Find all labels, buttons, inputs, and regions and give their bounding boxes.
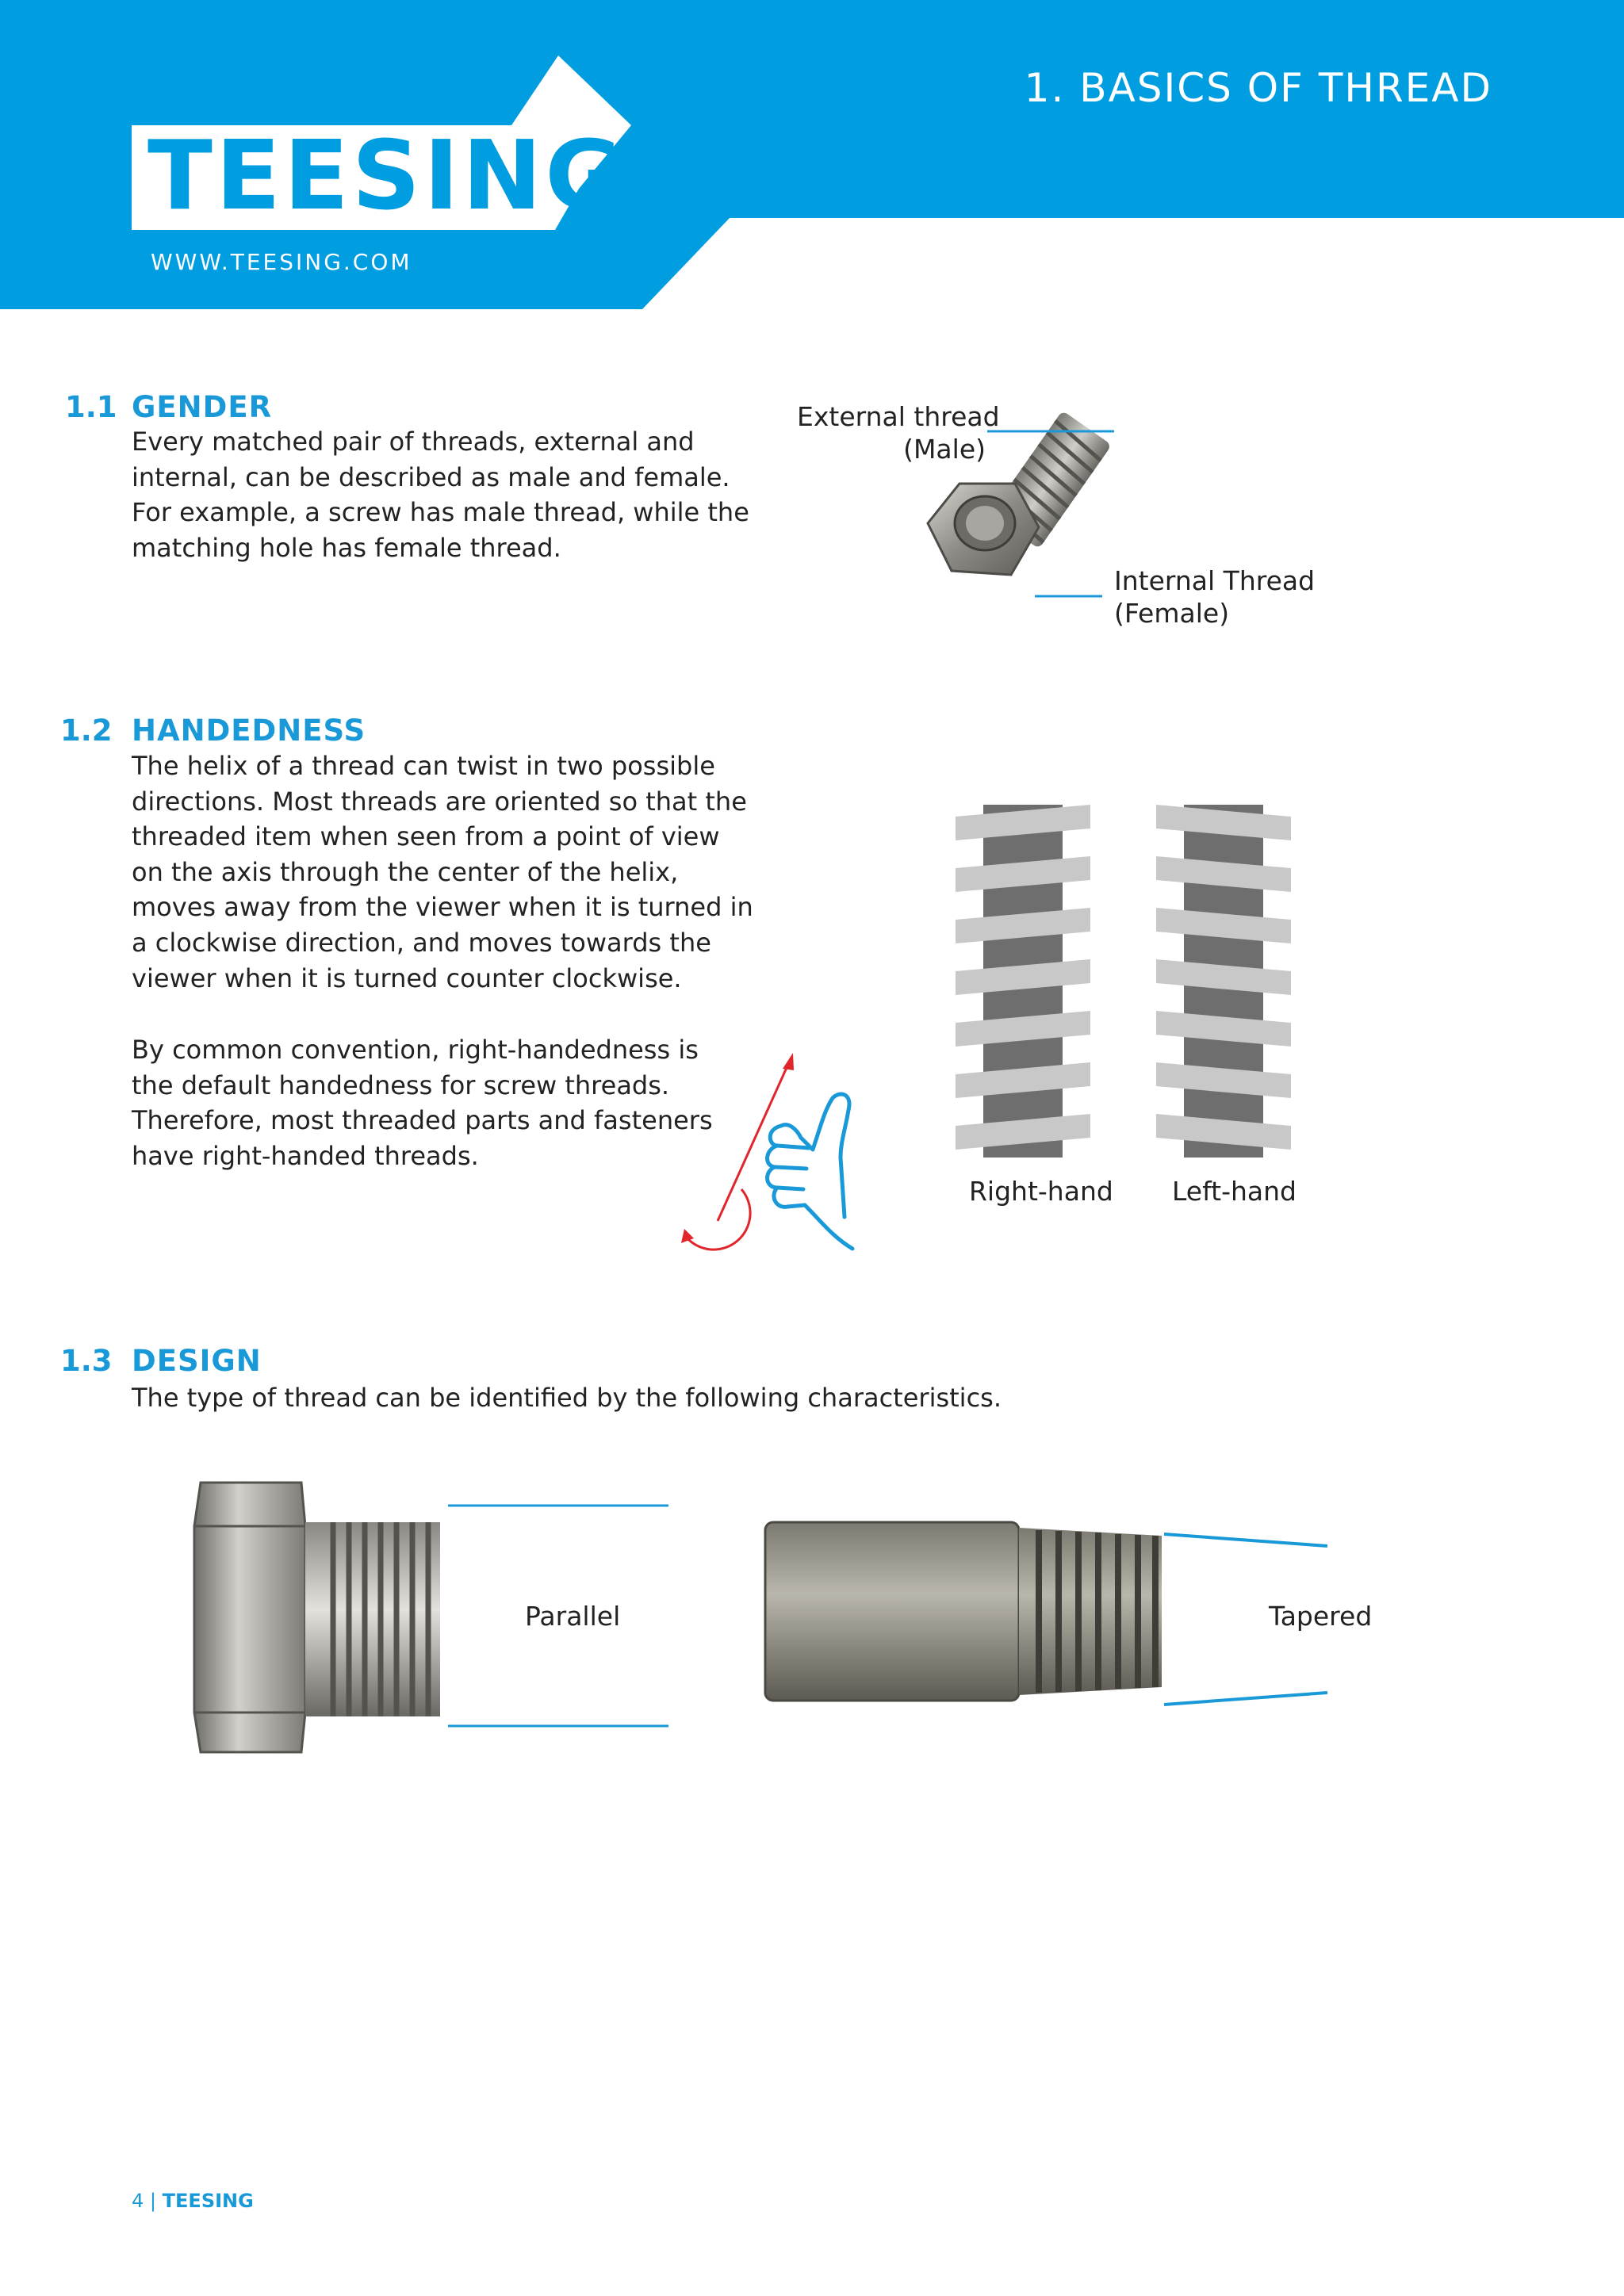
website-url[interactable]: WWW.TEESING.COM [151,249,412,275]
external-thread-pointer [987,428,1114,436]
section-title-gender: GENDER [132,390,273,424]
design-paragraph: The type of thread can be identified by the following characteristics. [132,1383,1002,1413]
teesing-logo: TEESING [147,121,626,232]
page-footer [132,2190,254,2212]
chapter-title: 1. BASICS OF THREAD [1024,65,1492,111]
right-hand-rule-figure [670,1047,900,1261]
section-title-design: DESIGN [132,1344,262,1378]
left-hand-label: Left-hand [1172,1176,1297,1207]
internal-thread-label: Internal Thread (Female) [1114,565,1316,629]
right-hand-label: Right-hand [969,1176,1113,1207]
page-number: 4 [132,2190,144,2212]
footer-separator: | [149,2190,157,2212]
gender-paragraph: Every matched pair of threads, external and internal, can be described as male and female. For example, a screw has male thread, while the matching hole has female thread. [132,427,749,563]
internal-thread-pointer [1035,593,1102,601]
handedness-paragraph-1: The helix of a thread can twist in two possible directions. Most threads are oriented so that the threaded item when seen from a point of view on the axis through the center of the helix, moves away from the viewer when it is turned in a clockwise direction, and moves towards the viewer when it is turned counter clockwise. [132,751,753,993]
parallel-label: Parallel [525,1601,621,1632]
section-number-handedness: 1.2 [60,714,113,748]
right-hand-thread-figure [956,805,1090,1158]
section-title-handedness: HANDEDNESS [132,714,366,748]
section-number-gender: 1.1 [65,390,117,424]
left-hand-thread-figure [1156,805,1291,1158]
section-number-design: 1.3 [60,1344,113,1378]
tapered-thread-fitting [765,1518,1162,1705]
handedness-paragraph-2: By common convention, right-handedness is the default handedness for screw threads. Therefore, most threaded parts and fasteners have right-handed threads. [132,1035,713,1171]
external-thread-label: External thread (Male) [797,401,1000,465]
parallel-thread-fitting [194,1479,448,1756]
footer-brand: TEESING [162,2190,254,2212]
tapered-label: Tapered [1269,1601,1373,1632]
